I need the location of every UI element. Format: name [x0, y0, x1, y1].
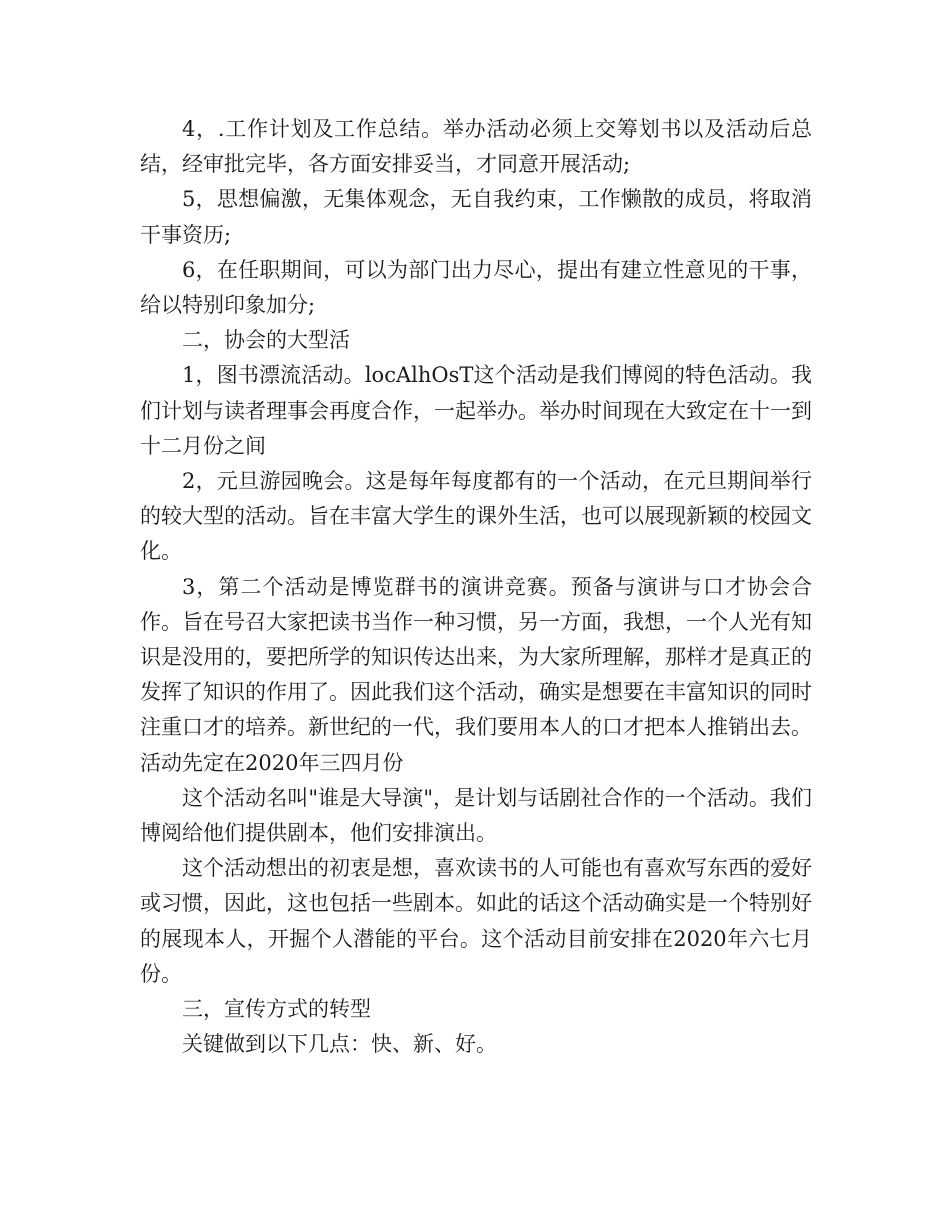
paragraph-item-6: 6，在任职期间，可以为部门出力尽心，提出有建立性意见的干事，给以特别印象加分; [140, 257, 812, 318]
paragraph-director-activity: 这个活动名叫"谁是大导演"，是计划与话剧社合作的一个活动。我们博阅给他们提供剧本，他们安排演出。 [140, 785, 812, 846]
document-body [140, 112, 812, 1062]
paragraph-item-5: 5，思想偏激，无集体观念，无自我约束，工作懒散的成员，将取消干事资历; [140, 187, 812, 247]
section-heading-3: 三，宣传方式的转型 [182, 997, 371, 1022]
paragraph-activity-1: 1，图书漂流活动。locAlhOsT这个活动是我们博阅的特色活动。我们计划与读者理事会再度合作，一起举办。举办时间现在大致定在十一到十二月份之间 [140, 363, 812, 458]
section-heading-2: 二，协会的大型活 [182, 328, 350, 353]
paragraph-activity-2: 2，元旦游园晚会。这是每年每度都有的一个活动，在元旦期间举行的较大型的活动。旨在丰富大学生的课外生活，也可以展现新颖的校园文化。 [140, 469, 812, 564]
paragraph-activity-purpose: 这个活动想出的初衷是想，喜欢读书的人可能也有喜欢写东西的爱好或习惯，因此，这也包括一些剧本。如此的话这个活动确实是一个特别好的展现本人，开掘个人潜能的平台。这个活动目前安排在2020年六七月份。 [140, 856, 812, 986]
paragraph-activity-3: 3，第二个活动是博览群书的演讲竞赛。预备与演讲与口才协会合作。旨在号召大家把读书当作一种习惯，另一方面，我想，一个人光有知识是没用的，要把所学的知识传达出来，为大家所理解，那样才是真正的发挥了知识的作用了。因此我们这个活动，确实是想要在丰富知识的同时注重口才的培养。新世纪的一代，我们要用本人的口才把本人推销出去。活动先定在2020年三四月份 [140, 574, 812, 775]
paragraph-key-points: 关键做到以下几点：快、新、好。 [182, 1032, 497, 1057]
paragraph-item-4: 4，.工作计划及工作总结。举办活动必须上交筹划书以及活动后总结，经审批完毕，各方面安排妥当，才同意开展活动; [140, 117, 812, 177]
